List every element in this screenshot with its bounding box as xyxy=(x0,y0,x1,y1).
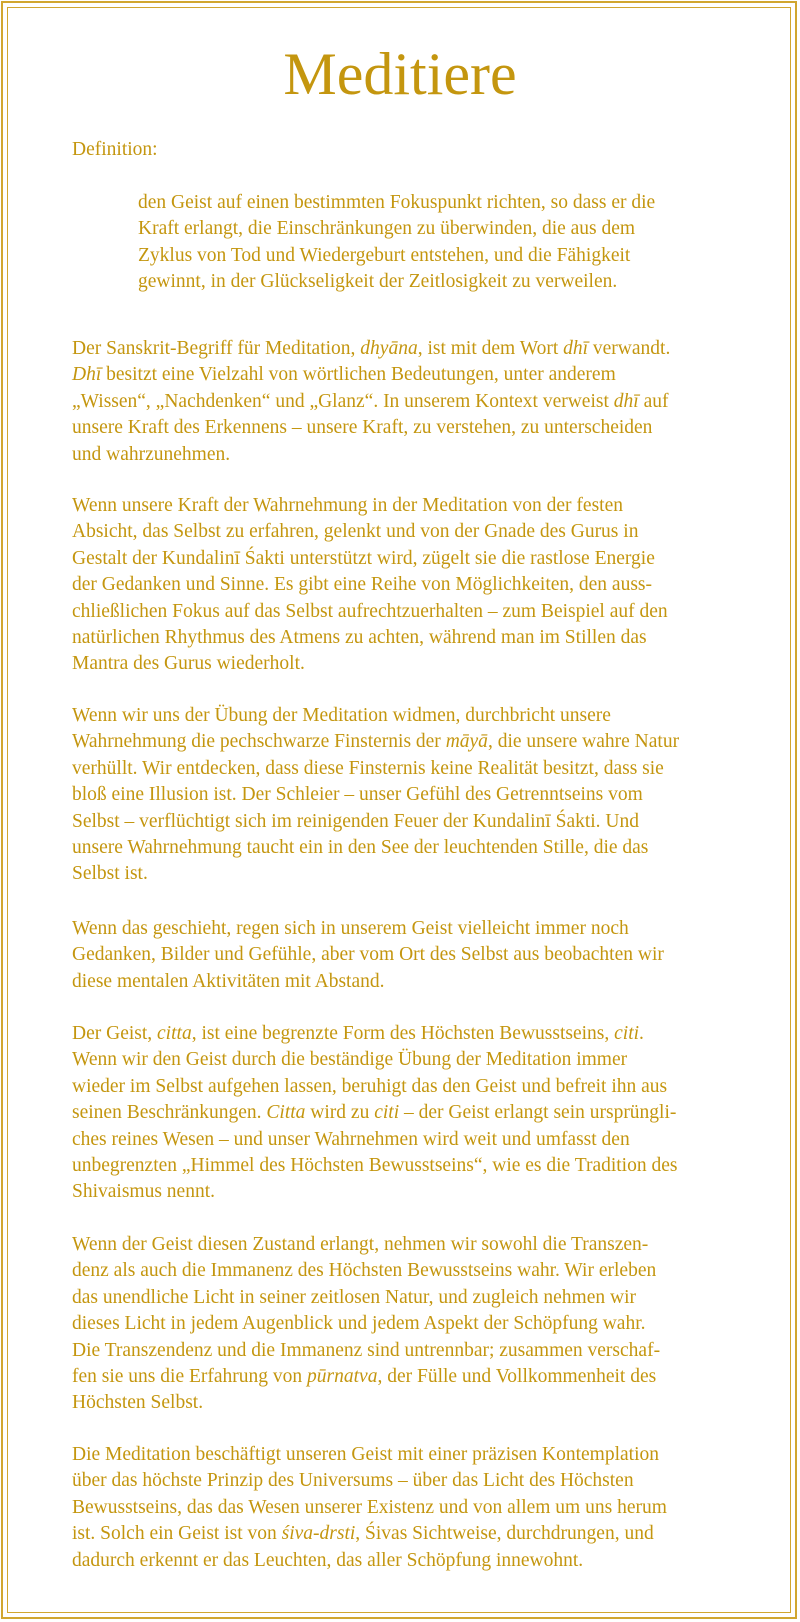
paragraph-line: dieses Licht in jedem Augenblick und jedem Aspekt der Schöpfung wahr. xyxy=(72,1313,646,1335)
page-title: Meditiere xyxy=(283,41,517,107)
paragraph-line: Shivaismus nennt. xyxy=(72,1181,216,1203)
paragraph-line: dadurch erkennt er das Leuchten, das aller Schöpfung innewohnt. xyxy=(72,1549,584,1571)
paragraph-2 xyxy=(72,493,742,678)
paragraph-line: verhüllt. Wir entdecken, dass diese Finsternis keine Realität besitzt, dass sie xyxy=(72,757,664,779)
paragraph-line: Die Meditation beschäftigt unseren Geist mit einer präzisen Kontemplation xyxy=(72,1444,659,1465)
paragraph-line: über das höchste Prinzip des Universums – über das Licht des Höchsten xyxy=(72,1470,634,1492)
paragraph-line: das unendliche Licht in seiner zeitlosen Natur, und zugleich nehmen wir xyxy=(72,1286,636,1308)
paragraph-line: Dhī besitzt eine Vielzahl von wörtlichen Bedeutungen, unter anderem xyxy=(72,364,616,386)
paragraph-line: ches reines Wesen – und unser Wahrnehmen wird weit und umfasst den xyxy=(72,1128,630,1150)
paragraph-line: denz als auch die Immanenz des Höchsten Bewusstseins wahr. Wir erleben xyxy=(72,1260,657,1282)
paragraph-5 xyxy=(72,1021,742,1206)
paragraph-line: diese mentalen Aktivitäten mit Abstand. xyxy=(72,970,385,992)
paragraph-line: ist. Solch ein Geist ist von śiva-drsti, Śivas Sichtweise, durchdrungen, und xyxy=(72,1523,654,1545)
paragraph-line: „Wissen“, „Nachdenken“ und „Glanz“. In unserem Kontext verweist dhī auf xyxy=(72,390,669,412)
paragraph-line: Wenn der Geist diesen Zustand erlangt, nehmen wir sowohl die Transzen- xyxy=(72,1234,649,1255)
paragraph-line: chließlichen Fokus auf das Selbst aufrechtzuerhalten – zum Beispiel auf den xyxy=(72,600,668,622)
definition-line: gewinnt, in der Glückseligkeit der Zeitlosigkeit zu verweilen. xyxy=(138,271,618,293)
paragraph-line: Wenn wir den Geist durch die beständige Übung der Meditation immer xyxy=(72,1049,628,1071)
definition-line: den Geist auf einen bestimmten Fokuspunkt richten, so dass er die xyxy=(138,192,656,213)
paragraph-line: seinen Beschränkungen. Citta wird zu citi – der Geist erlangt sein ursprüngli- xyxy=(72,1102,677,1124)
paragraph-line: Wahrnehmung die pechschwarze Finsternis der māyā, die unsere wahre Natur xyxy=(72,731,680,753)
paragraph-3 xyxy=(72,703,742,888)
paragraph-line: Wenn unsere Kraft der Wahrnehmung in der Meditation von der festen xyxy=(72,495,623,516)
paragraph-line: und wahrzunehmen. xyxy=(72,443,231,465)
paragraph-1 xyxy=(72,336,742,468)
definition-line: Kraft erlangt, die Einschränkungen zu überwinden, die aus dem xyxy=(138,218,636,240)
paragraph-4 xyxy=(72,916,742,995)
paragraph-line: Wenn wir uns der Übung der Meditation widmen, durchbricht unsere xyxy=(72,705,611,726)
paragraph-line: fen sie uns die Erfahrung von pūrnatva, der Fülle und Vollkommenheit des xyxy=(72,1366,657,1388)
paragraph-line: Die Transzendenz und die Immanenz sind untrennbar; zusammen verschaf- xyxy=(72,1339,661,1361)
paragraph-line: Gedanken, Bilder und Gefühle, aber vom Ort des Selbst aus beobachten wir xyxy=(72,944,664,966)
definition-line: Zyklus von Tod und Wiedergeburt entstehen, und die Fähigkeit xyxy=(138,244,631,266)
paragraph-line: Absicht, das Selbst zu erfahren, gelenkt und von der Gnade des Gurus in xyxy=(72,521,639,543)
definition-text xyxy=(138,190,738,296)
paragraph-line: bloß eine Illusion ist. Der Schleier – unser Gefühl des Getrenntseins vom xyxy=(72,784,643,806)
paragraph-line: Der Geist, citta, ist eine begrenzte Form des Höchsten Bewusstseins, citi. xyxy=(72,1023,644,1044)
paragraph-line: Wenn das geschieht, regen sich in unserem Geist vielleicht immer noch xyxy=(72,918,629,939)
paragraph-line: unbegrenzten „Himmel des Höchsten Bewusstseins“, wie es die Tradition des xyxy=(72,1155,678,1177)
paragraph-line: Selbst ist. xyxy=(72,863,148,885)
paragraph-line: der Gedanken und Sinne. Es gibt eine Reihe von Möglichkeiten, den auss- xyxy=(72,574,652,596)
definition-label: Definition: xyxy=(72,139,158,160)
paragraph-line: Der Sanskrit-Begriff für Meditation, dhyāna, ist mit dem Wort dhī verwandt. xyxy=(72,338,671,359)
paragraph-line: Bewusstseins, das das Wesen unserer Existenz und von allem um uns herum xyxy=(72,1496,667,1518)
paragraph-line: unsere Wahrnehmung taucht ein in den See der leuchtenden Stille, die das xyxy=(72,837,649,859)
paragraph-line: Selbst – verflüchtigt sich im reinigenden Feuer der Kundalinī Śakti. Und xyxy=(72,810,640,832)
paragraph-line: natürlichen Rhythmus des Atmens zu achten, während man im Stillen das xyxy=(72,627,647,649)
paragraph-line: unsere Kraft des Erkennens – unsere Kraft, zu verstehen, zu unterscheiden xyxy=(72,417,653,439)
paragraph-line: Höchsten Selbst. xyxy=(72,1392,204,1414)
paragraph-6 xyxy=(72,1232,742,1417)
paragraph-line: Gestalt der Kundalinī Śakti unterstützt wird, zügelt sie die rastlose Energie xyxy=(72,547,655,569)
paragraph-7 xyxy=(72,1442,742,1574)
paragraph-line: wieder im Selbst aufgehen lassen, beruhigt das den Geist und befreit ihn aus xyxy=(72,1075,668,1097)
paragraph-line: Mantra des Gurus wiederholt. xyxy=(72,653,305,675)
